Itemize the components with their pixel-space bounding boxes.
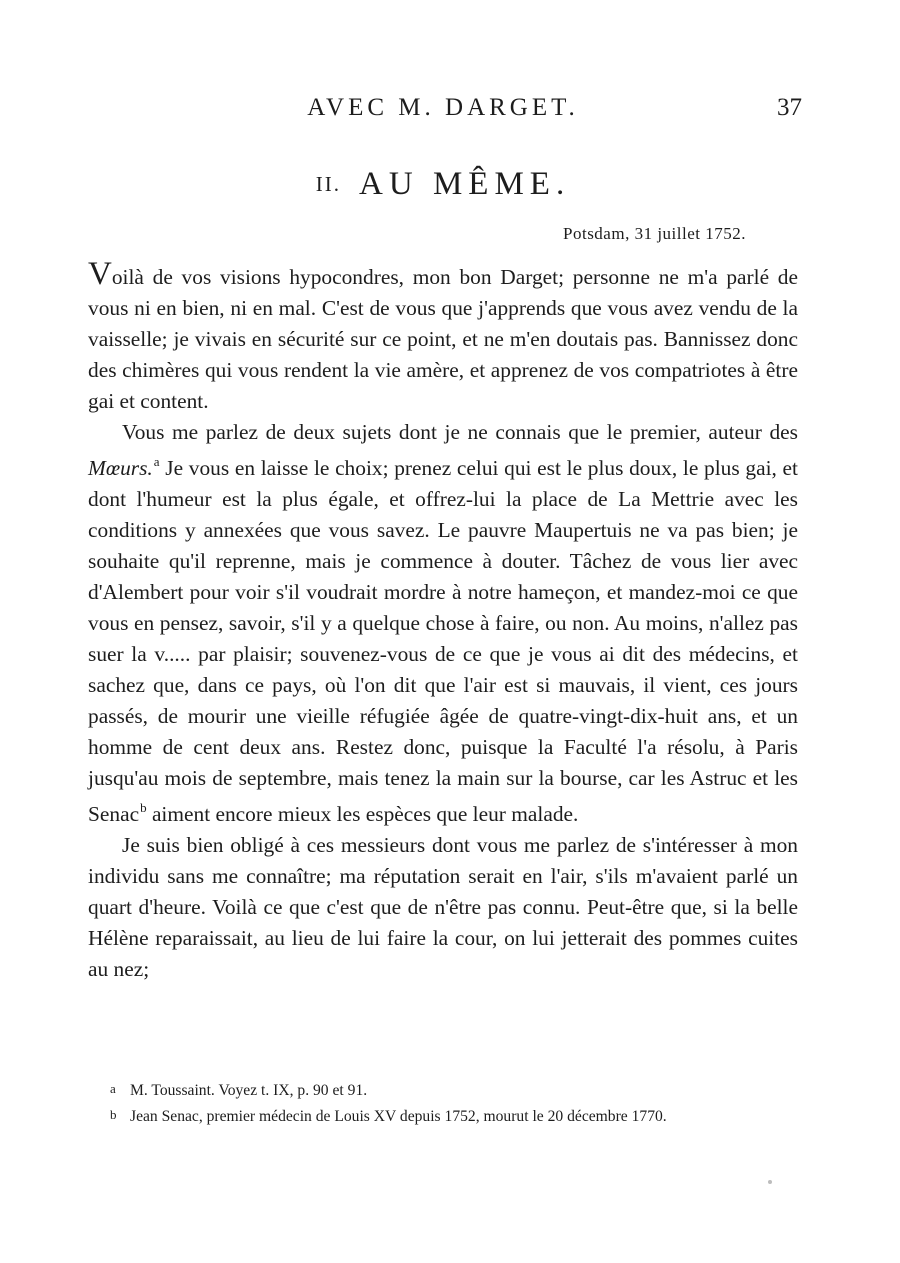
footnote-text: Jean Senac, premier médecin de Louis XV depuis 1752, mourut le 20 décembre 1770. (130, 1108, 667, 1125)
footnote-letter: a (110, 1081, 116, 1096)
paragraph-2-text-b: Je vous en laisse le choix; prenez celui qui est le plus doux, le plus gai, et dont l'humeur est la plus égale, et offrez-lui la place de La Mettrie avec les conditions y annexées que vous savez. Le pauvre Maupertuis ne va pas bien; je souhaite qu'il reprenne, mais je commence à douter. Tâchez de vous lier avec d'Alembert pour voir s'il voudrait mordre à notre hameçon, et mandez-moi ce que vous en pensez, savoir, s'il y a quelque chose à faire, ou non. Au moins, n'allez pas suer la v..... par plaisir; souvenez-vous de ce que je vous ai dit des médecins, et sachez que, dans ce pays, où l'on dit que l'air est si mauvais, il vient, ces jours passés, de mourir une vieille réfugiée âgée de quatre-vingt-dix-huit ans, et un homme de cent deux ans. Restez donc, puisque la Faculté l'a résolu, à Paris jusqu'au mois de septembre, mais tenez la main sur la bourse, car les Astruc et les Senac (88, 456, 798, 827)
footnote-text: M. Toussaint. Voyez t. IX, p. 90 et 91. (130, 1082, 368, 1099)
footnote-letter: b (110, 1107, 117, 1122)
letter-body (88, 256, 798, 985)
letter-title: AU MÊME. (359, 166, 571, 202)
paragraph-2-text-c: aiment encore mieux les espèces que leur malade. (151, 802, 579, 827)
footnotes (110, 1077, 800, 1129)
paragraph-1 (88, 256, 798, 417)
footnote-b (110, 1103, 800, 1129)
work-title-italic: Mœurs. (88, 456, 153, 481)
footnote-a (110, 1077, 800, 1103)
paper-speck (768, 1180, 772, 1184)
paragraph-2-text-a: Vous me parlez de deux sujets dont je ne connais que le premier, auteur des (122, 419, 798, 444)
running-head (88, 94, 802, 128)
paragraph-2 (88, 417, 798, 831)
footnote-ref-a[interactable]: a (153, 454, 160, 470)
paragraph-3: Je suis bien obligé à ces messieurs dont vous me parlez de s'intéresser à mon individu sans me connaître; ma réputation serait en l'air, s'ils m'avaient parlé un quart d'heure. Voilà ce que c'est que de n'être pas connu. Peut-être que, si la belle Hélène reparaissait, au lieu de lui faire la cour, on lui jetterait des pommes cuites au nez; (88, 833, 798, 981)
paragraph-1-text: oilà de vos visions hypocondres, mon bon Darget; personne ne m'a parlé de vous ni en bien, ni en mal. C'est de vous que j'apprends que vous avez vendu de la vaisselle; je vivais en sécurité sur ce point, et ne m'en doutais pas. Bannissez donc des chimères qui vous rendent la vie amère, et apprenez de vos compatriotes à être gai et content. (88, 265, 798, 413)
footnote-ref-b[interactable]: b (140, 800, 147, 816)
letter-dateline: Potsdam, 31 juillet 1752. (563, 224, 746, 243)
letter-number: II. (315, 172, 342, 196)
running-title: AVEC M. DARGET. (307, 94, 579, 121)
page-number: 37 (777, 94, 802, 121)
letter-heading (88, 166, 798, 203)
drop-cap: V (88, 256, 112, 292)
